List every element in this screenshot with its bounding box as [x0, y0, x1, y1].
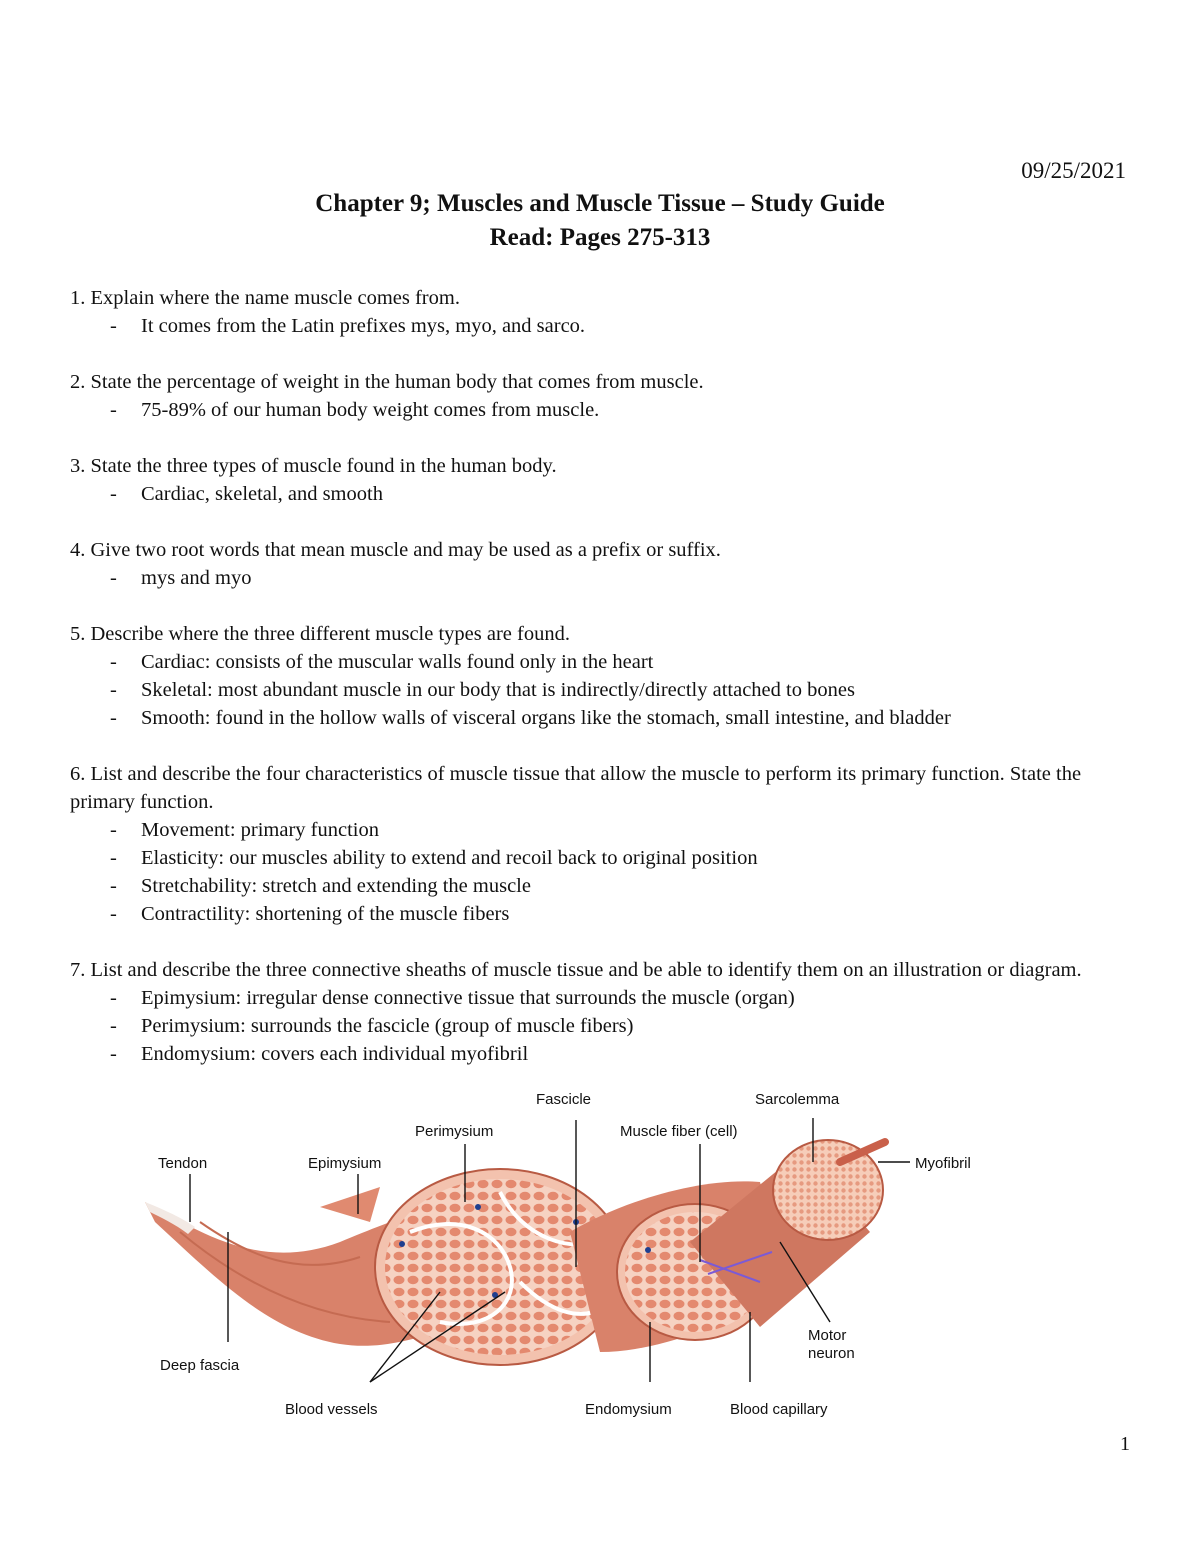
answer-text: Endomysium: covers each individual myofibril	[141, 1043, 529, 1065]
label-muscle-fiber: Muscle fiber (cell)	[620, 1123, 738, 1140]
document-title: Chapter 9; Muscles and Muscle Tissue – Study Guide	[315, 190, 885, 217]
date: 09/25/2021	[1021, 158, 1126, 183]
dash: -	[110, 399, 117, 421]
label-tendon: Tendon	[158, 1155, 208, 1172]
label-deep-fascia: Deep fascia	[160, 1357, 240, 1374]
answer-text: Movement: primary function	[141, 819, 379, 841]
answer	[58, 900, 1128, 928]
dash: -	[110, 1043, 117, 1065]
question-block	[70, 536, 1140, 592]
answer-text: Smooth: found in the hollow walls of visceral organs like the stomach, small intestine, and bladder	[141, 707, 951, 729]
question: 3. State the three types of muscle found in the human body.	[70, 455, 557, 477]
answer	[70, 312, 1140, 340]
answer	[70, 648, 1140, 676]
dash: -	[110, 567, 117, 589]
answer	[58, 872, 1128, 900]
dash: -	[110, 875, 117, 897]
dash: -	[110, 903, 117, 925]
dash: -	[110, 483, 117, 505]
answer	[58, 1040, 1142, 1068]
answer	[70, 676, 1140, 704]
answer	[70, 564, 1140, 592]
answer-text: Elasticity: our muscles ability to extend and recoil back to original position	[141, 847, 758, 869]
reading-assignment: Read: Pages 275-313	[489, 224, 711, 251]
label-blood-vessels: Blood vessels	[285, 1401, 378, 1418]
muscle-structure-diagram	[140, 1082, 1020, 1427]
label-blood-capillary: Blood capillary	[730, 1401, 828, 1418]
page-number: 1	[1120, 1433, 1130, 1455]
question-block	[58, 956, 1142, 1068]
question: 7. List and describe the three connective sheaths of muscle tissue and be able to identify them on an illustration or diagram.	[70, 959, 1082, 981]
answer-text: Stretchability: stretch and extending the muscle	[141, 875, 531, 897]
dash: -	[110, 707, 117, 729]
answer-text: mys and myo	[141, 567, 252, 589]
label-sarcolemma: Sarcolemma	[755, 1091, 840, 1108]
label-endomysium: Endomysium	[585, 1401, 672, 1418]
answer-text: Epimysium: irregular dense connective tissue that surrounds the muscle (organ)	[141, 987, 795, 1009]
question-block	[70, 452, 1140, 508]
answer	[58, 816, 1128, 844]
answer-text: 75-89% of our human body weight comes from muscle.	[141, 399, 600, 421]
question-block	[70, 284, 1140, 340]
dash: -	[110, 1015, 117, 1037]
label-perimysium: Perimysium	[415, 1123, 494, 1140]
label-neuron: neuron	[808, 1345, 855, 1362]
answer	[58, 844, 1128, 872]
dash: -	[110, 651, 117, 673]
answer	[70, 704, 1140, 732]
question-block	[58, 760, 1128, 928]
dash: -	[110, 315, 117, 337]
answer	[58, 984, 1142, 1012]
label-fascicle: Fascicle	[536, 1091, 592, 1108]
question: 4. Give two root words that mean muscle and may be used as a prefix or suffix.	[70, 539, 721, 561]
question: 5. Describe where the three different muscle types are found.	[70, 623, 570, 645]
answer-text: Contractility: shortening of the muscle fibers	[141, 903, 510, 925]
answer	[58, 1012, 1142, 1040]
label-epimysium: Epimysium	[308, 1155, 382, 1172]
dash: -	[110, 847, 117, 869]
label-myofibril: Myofibril	[915, 1155, 971, 1172]
dash: -	[110, 987, 117, 1009]
answer-text: Perimysium: surrounds the fascicle (group of muscle fibers)	[141, 1015, 634, 1037]
question-block	[70, 368, 1140, 424]
dash: -	[110, 679, 117, 701]
label-motor: Motor	[808, 1327, 847, 1344]
answer-text: It comes from the Latin prefixes mys, myo, and sarco.	[141, 315, 586, 337]
question: 1. Explain where the name muscle comes from.	[70, 287, 460, 309]
answer-text: Cardiac: consists of the muscular walls found only in the heart	[141, 651, 654, 673]
answer	[70, 480, 1140, 508]
answer	[70, 396, 1140, 424]
question: 2. State the percentage of weight in the human body that comes from muscle.	[70, 371, 704, 393]
answer-text: Cardiac, skeletal, and smooth	[141, 483, 383, 505]
question-block	[70, 620, 1140, 732]
answer-text: Skeletal: most abundant muscle in our body that is indirectly/directly attached to bones	[141, 679, 855, 701]
dash: -	[110, 819, 117, 841]
question: 6. List and describe the four characteristics of muscle tissue that allow the muscle to perform its primary function. State the primary function.	[70, 763, 1082, 813]
